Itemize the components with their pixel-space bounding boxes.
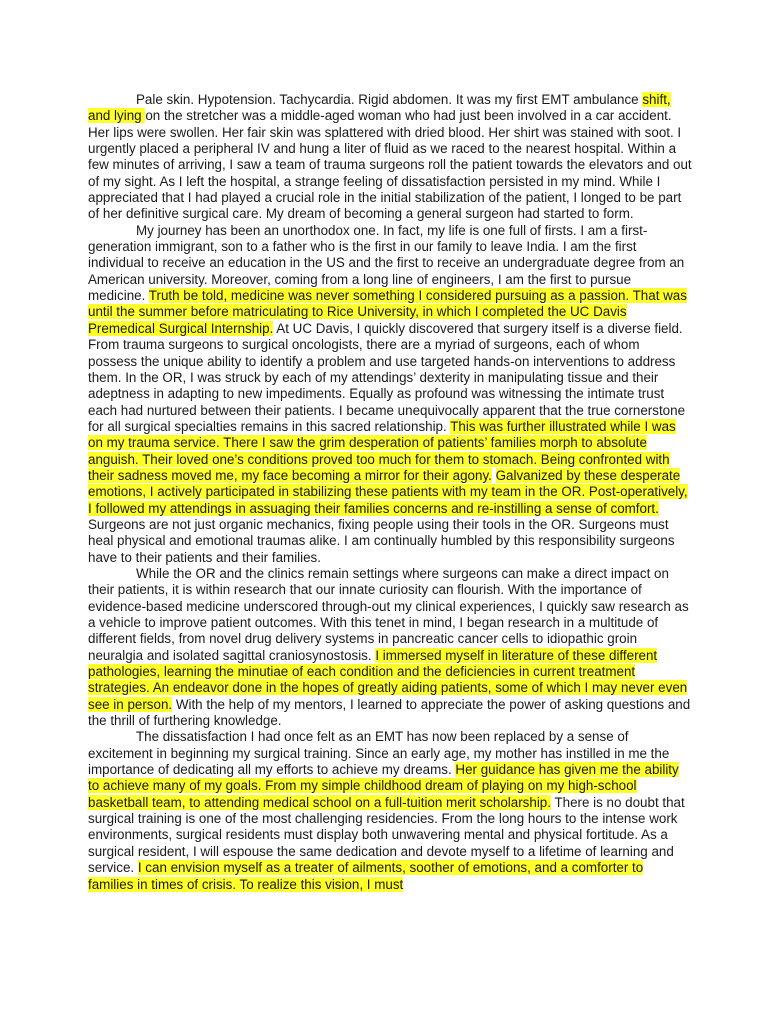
paragraph-1 bbox=[88, 92, 692, 223]
paragraph-3 bbox=[88, 566, 692, 729]
highlighted-text: Her guidance has given me the ability to achieve many of my goals. From my simple childhood dream of playing on my high-school basketball team, to attending medical school on a full-tuition merit scholarship. bbox=[88, 762, 679, 810]
paragraph-4 bbox=[88, 729, 692, 892]
text-segment: on the stretcher was a middle-aged woman who had just been involved in a car accident. Her lips were swollen. Her fair skin was splattered with dried blood. Her shirt was stained with soot. I urgently placed a peripheral IV and hung a liter of fluid as we raced to the nearest hospital. Within a few minutes of arriving, I saw a team of trauma surgeons roll the patient towards the elevators and out of my sight. As I left the hospital, a strange feeling of dissatisfaction persisted in my mind. While I appreciated that I had played a crucial role in the initial stabilization of the patient, I longed to be part of her definitive surgical care. My dream of becoming a general surgeon had started to form. bbox=[88, 108, 692, 222]
highlighted-text: I can envision myself as a treater of ailments, soother of emotions, and a comforter to families in times of crisis. To realize this vision, I must bbox=[88, 860, 644, 892]
highlighted-text: shift, and lying bbox=[88, 92, 671, 124]
paragraph-2 bbox=[88, 223, 692, 566]
text-segment: Surgeons are not just organic mechanics, fixing people using their tools in the OR. Surgeons must heal physical and emotional traumas alike. I am continually humbled by this responsibility surgeons have to their patients and their families. bbox=[88, 516, 675, 565]
text-segment: While the OR and the clinics remain settings where surgeons can make a direct impact on their patients, it is within research that our innate curiosity can flourish. With the importance of evidence-based medicine underscored through-out my clinical experiences, I quickly saw research as a vehicle to improve patient outcomes. With this tenet in mind, I began research in a multitude of different fields, from novel drug delivery systems in pancreatic cancer cells to idiopathic groin neuralgia and isolated sagittal craniosynostosis. bbox=[88, 565, 689, 663]
document-page bbox=[88, 92, 692, 893]
highlighted-text: This was further illustrated while I was on my trauma service. There I saw the grim desperation of patients’ families morph to absolute anguish. Their loved one’s conditions proved too much for them to stomach. Being confronted with their sadness moved me, my face becoming a mirror for their agony. bbox=[88, 418, 676, 483]
highlighted-text: I immersed myself in literature of these different pathologies, learning the minutiae of each condition and the deficiencies in current treatment strategies. An endeavor done in the hopes of greatly aiding patients, some of which I may never even see in person. bbox=[88, 647, 688, 712]
highlighted-text: Galvanized by these desperate emotions, I actively participated in stabilizing these patients with my team in the OR. Post-operatively, I followed my attendings in assuaging their families concerns and re-instilling a sense of comfort. bbox=[88, 467, 688, 516]
text-segment: The dissatisfaction I had once felt as an EMT has now been replaced by a sense of excitement in beginning my surgical training. Since an early age, my mother has instilled in me the importance of dedicating all my efforts to achieve my dreams. bbox=[88, 729, 670, 778]
highlighted-text: Truth be told, medicine was never something I considered pursuing as a passion. That was until the summer before matriculating to Rice University, in which I completed the UC Davis Premedical Surgical Internship. bbox=[88, 288, 687, 336]
text-segment: Pale skin. Hypotension. Tachycardia. Rigid abdomen. It was my first EMT ambulance bbox=[136, 92, 643, 107]
text-segment: With the help of my mentors, I learned to appreciate the power of asking questions and the thrill of furthering knowledge. bbox=[88, 696, 691, 729]
text-segment: There is no doubt that surgical training is one of the most challenging residencies. From the long hours to the intense work environments, surgical residents must display both unwavering mental and physical fortitude. As a surgical resident, I will espouse the same dedication and devote myself to a lifetime of learning and service. bbox=[88, 794, 685, 876]
text-segment: At UC Davis, I quickly discovered that surgery itself is a diverse field. From trauma surgeons to surgical oncologists, there are a myriad of surgeons, each of whom possess the unique ability to identify a problem and use targeted hands-on interventions to address them. In the OR, I was struck by each of my attendings’ dexterity in manipulating tissue and their adeptness in adapting to new impediments. Equally as profound was witnessing the intimate trust each had nurtured between their patients. I became unequivocally apparent that the true cornerstone for all surgical specialties remains in this sacred relationship. bbox=[88, 320, 686, 434]
text-segment: My journey has been an unorthodox one. In fact, my life is one full of firsts. I am a first-generation immigrant, son to a father who is the first in our family to leave India. I am the first individual to receive an education in the US and the first to receive an undergraduate degree from an American university. Moreover, coming from a long line of engineers, I am the first to pursue medicine. bbox=[88, 222, 685, 304]
